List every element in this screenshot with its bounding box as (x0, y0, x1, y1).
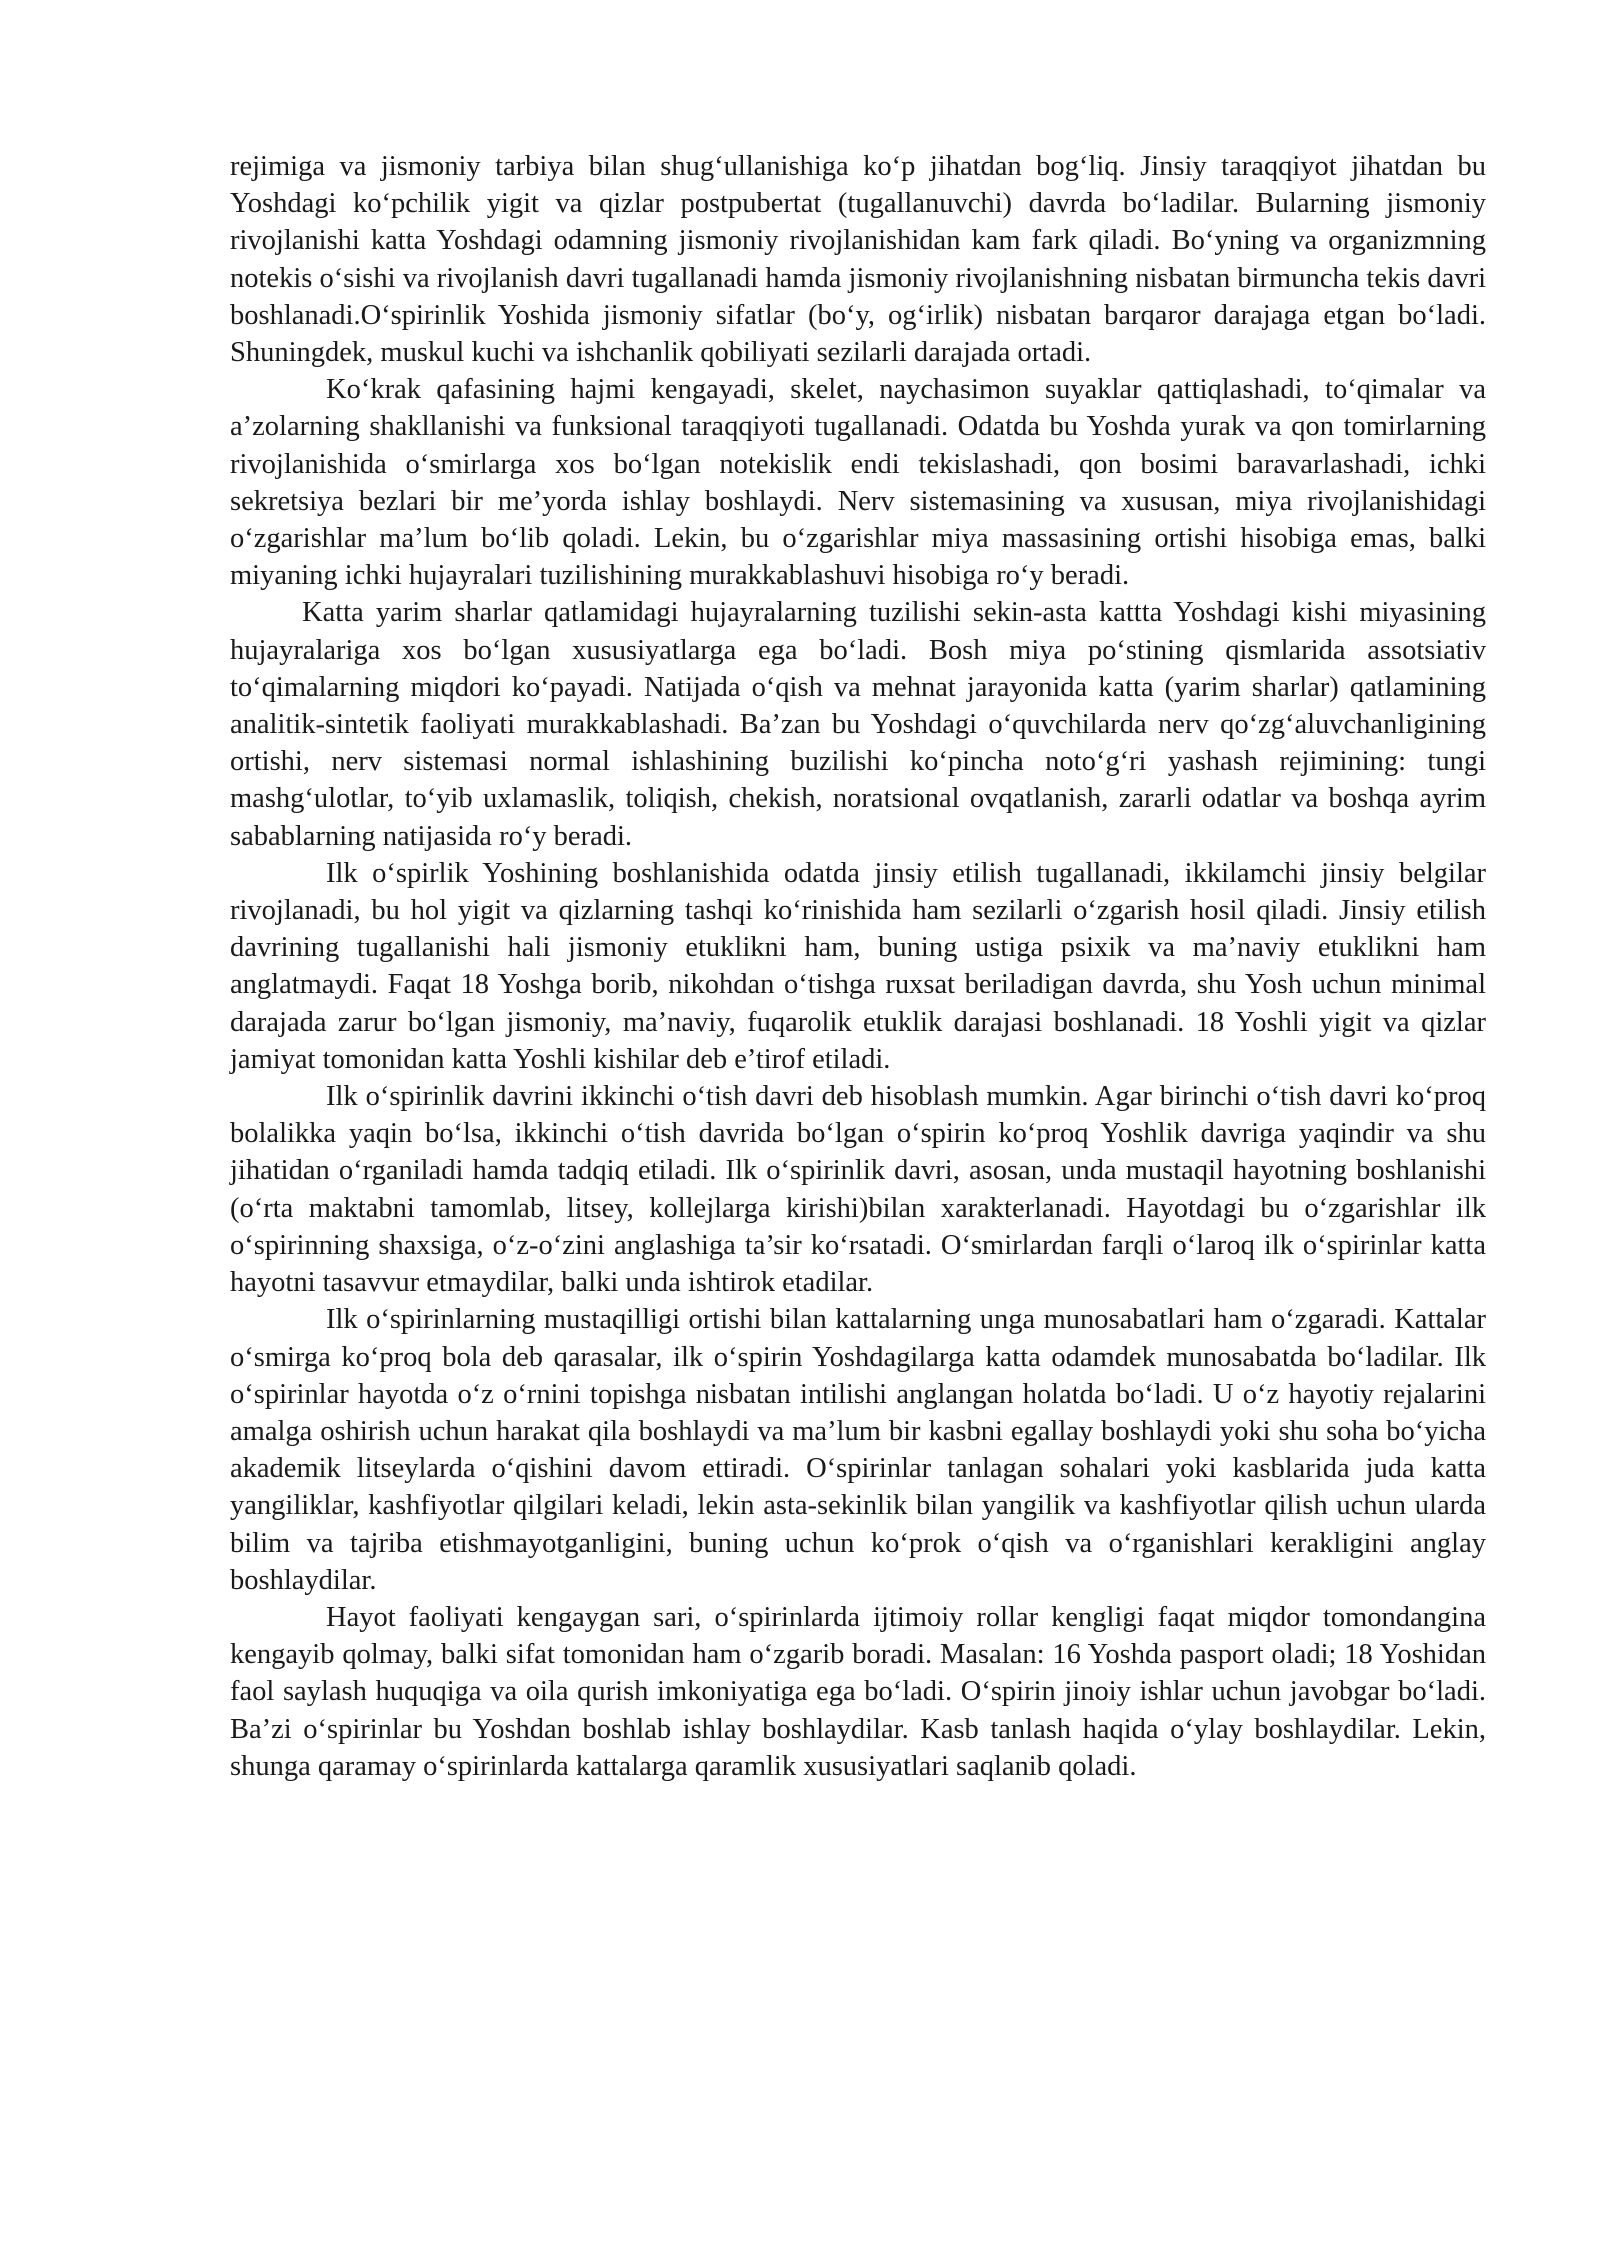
paragraph-7: Hayot faoliyati kengaygan sari, o‘spirinlarda ijtimoiy rollar kengligi faqat miqdor tomondangina kengayib qolmay, balki sifat tomonidan ham o‘zgarib boradi. Masalan: 16 Yoshda pasport oladi; 18 Yoshidan faol saylash huquqiga va oila qurish imkoniyatiga ega bo‘ladi. O‘spirin jinoiy ishlar uchun javobgar bo‘ladi. Ba’zi o‘spirinlar bu Yoshdan boshlab ishlay boshlaydilar. Kasb tanlash haqida o‘ylay boshlaydilar. Lekin, shunga qaramay o‘spirinlarda kattalarga qaramlik xususiyatlari saqlanib qoladi. (230, 1601, 1486, 1782)
paragraph-4: Ilk o‘spirlik Yoshining boshlanishida odatda jinsiy etilish tugallanadi, ikkilamchi jinsiy belgilar rivojlanadi, bu hol yigit va qizlarning tashqi ko‘rinishida ham sezilarli o‘zgarish hosil qiladi. Jinsiy etilish davrining tugallanishi hali jismoniy etuklikni ham, buning ustiga psixik va ma’naviy etuklikni ham anglatmaydi. Faqat 18 Yoshga borib, nikohdan o‘tishga ruxsat beriladigan davrda, shu Yosh uchun minimal darajada zarur bo‘lgan jismoniy, ma’naviy, fuqarolik etuklik darajasi boshlanadi. 18 Yoshli yigit va qizlar jamiyat tomonidan katta Yoshli kishilar deb e’tirof etiladi. (230, 857, 1486, 1075)
document-page (230, 148, 1486, 1785)
paragraph-5: Ilk o‘spirinlik davrini ikkinchi o‘tish davri deb hisoblash mumkin. Agar birinchi o‘tish davri ko‘proq bolalikka yaqin bo‘lsa, ikkinchi o‘tish davrida bo‘lgan o‘spirin ko‘proq Yoshlik davriga yaqindir va shu jihatidan o‘rganiladi hamda tadqiq etiladi. Ilk o‘spirinlik davri, asosan, unda mustaqil hayotning boshlanishi (o‘rta maktabni tamomlab, litsey, kollejlarga kirishi)bilan xarakterlanadi. Hayotdagi bu o‘zgarishlar ilk o‘spirinning shaxsiga, o‘z-o‘zini anglashiga ta’sir ko‘rsatadi. O‘smirlardan farqli o‘laroq ilk o‘spirinlar katta hayotni tasavvur etmaydilar, balki unda ishtirok etadilar. (230, 1081, 1486, 1299)
paragraph-1: rejimiga va jismoniy tarbiya bilan shug‘ullanishiga ko‘p jihatdan bog‘liq. Jinsiy taraqqiyot jihatdan bu Yoshdagi ko‘pchilik yigit va qizlar postpubertat (tugallanuvchi) davrda bo‘ladilar. Bularning jismoniy rivojlanishi katta Yoshdagi odamning jismoniy rivojlanishidan kam fark qiladi. Bo‘yning va organizmning notekis o‘sishi va rivojlanish davri tugallanadi hamda jismoniy rivojlanishning nisbatan birmuncha tekis davri boshlanadi.O‘spirinlik Yoshida jismoniy sifatlar (bo‘y, og‘irlik) nisbatan barqaror darajaga etgan bo‘ladi. Shuningdek, muskul kuchi va ishchanlik qobiliyati sezilarli darajada ortadi. (230, 151, 1486, 369)
paragraph-2: Ko‘krak qafasining hajmi kengayadi, skelet, naychasimon suyaklar qattiqlashadi, to‘qimalar va a’zolarning shakllanishi va funksional taraqqiyoti tugallanadi. Odatda bu Yoshda yurak va qon tomirlarning rivojlanishida o‘smirlarga xos bo‘lgan notekislik endi tekislashadi, qon bosimi baravarlashadi, ichki sekretsiya bezlari bir me’yorda ishlay boshlaydi. Nerv sistemasining va xususan, miya rivojlanishidagi o‘zgarishlar ma’lum bo‘lib qoladi. Lekin, bu o‘zgarishlar miya massasining ortishi hisobiga emas, balki miyaning ichki hujayralari tuzilishining murakkablashuvi hisobiga ro‘y beradi. (230, 374, 1486, 592)
paragraph-3: Katta yarim sharlar qatlamidagi hujayralarning tuzilishi sekin-asta kattta Yoshdagi kishi miyasining hujayralariga xos bo‘lgan xususiyatlarga ega bo‘ladi. Bosh miya po‘stining qismlarida assotsiativ to‘qimalarning miqdori ko‘payadi. Natijada o‘qish va mehnat jarayonida katta (yarim sharlar) qatlamining analitik-sintetik faoliyati murakkablashadi. Ba’zan bu Yoshdagi o‘quvchilarda nerv qo‘zg‘aluvchanligining ortishi, nerv sistemasi normal ishlashining buzilishi ko‘pincha noto‘g‘ri yashash rejimining: tungi mashg‘ulotlar, to‘yib uxlamaslik, toliqish, chekish, noratsional ovqatlanish, zararli odatlar va boshqa ayrim sabablarning natijasida ro‘y beradi. (230, 597, 1486, 852)
paragraph-6: Ilk o‘spirinlarning mustaqilligi ortishi bilan kattalarning unga munosabatlari ham o‘zgaradi. Kattalar o‘smirga ko‘proq bola deb qarasalar, ilk o‘spirin Yoshdagilarga katta odamdek munosabatda bo‘ladilar. Ilk o‘spirinlar hayotda o‘z o‘rnini topishga nisbatan intilishi anglangan holatda bo‘ladi. U o‘z hayotiy rejalarini amalga oshirish uchun harakat qila boshlaydi va ma’lum bir kasbni egallay boshlaydi yoki shu soha bo‘yicha akademik litseylarda o‘qishini davom ettiradi. O‘spirinlar tanlagan sohalari yoki kasblarida juda katta yangiliklar, kashfiyotlar qilgilari keladi, lekin asta-sekinlik bilan yangilik va kashfiyotlar qilish uchun ularda bilim va tajriba etishmayotganligini, buning uchun ko‘prok o‘qish va o‘rganishlari kerakligini anglay boshlaydilar. (230, 1304, 1486, 1596)
